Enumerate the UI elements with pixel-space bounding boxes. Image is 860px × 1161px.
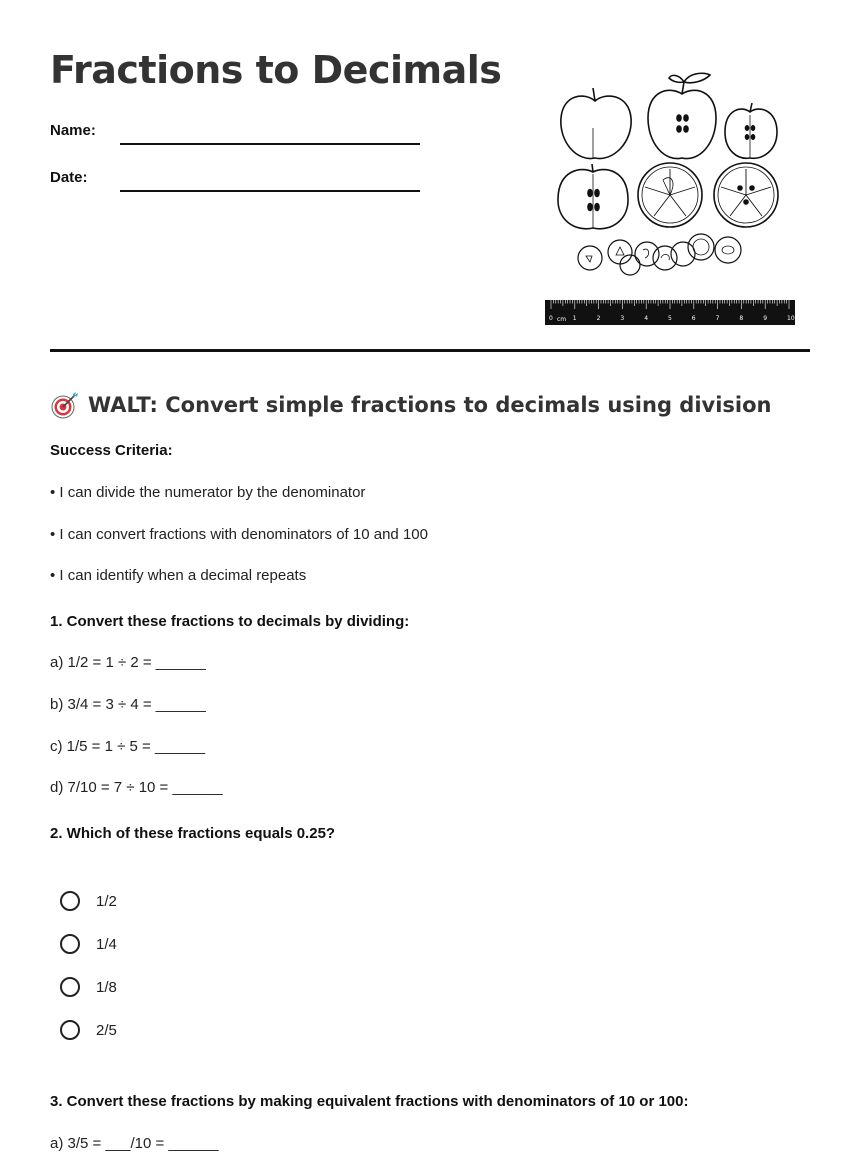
ruler-tick-label: 3: [620, 315, 625, 322]
question-1-item: a) 1/2 = 1 ÷ 2 = ______: [50, 654, 206, 671]
name-field[interactable]: [120, 143, 420, 145]
answer-option-label: 1/8: [96, 978, 117, 996]
section-divider: [50, 349, 810, 352]
question-3-prompt: 3. Convert these fractions by making equivalent fractions with denominators of 10 or 100:: [50, 1093, 689, 1110]
small-apple-half-icon: [725, 103, 777, 158]
success-criterion: • I can identify when a decimal repeats: [50, 567, 307, 584]
cut-apple-top-icon: [648, 73, 716, 158]
ruler-tick-label: 5: [668, 315, 672, 322]
ruler-tick-label: 7: [715, 315, 720, 322]
ruler-tick-label: 8: [739, 315, 744, 322]
radio-button[interactable]: [60, 1020, 80, 1040]
small-slices-row-icon: [578, 234, 741, 275]
answer-option-3[interactable]: [60, 977, 117, 997]
answer-option-1[interactable]: [60, 891, 117, 911]
question-1-item: d) 7/10 = 7 ÷ 10 = ______: [50, 779, 223, 796]
date-field[interactable]: [120, 190, 420, 192]
ruler-unit-label: cm: [557, 316, 567, 323]
answer-option-label: 1/2: [96, 892, 117, 910]
question-2-prompt: 2. Which of these fractions equals 0.25?: [50, 825, 336, 842]
success-criteria-heading: Success Criteria:: [50, 442, 173, 459]
apple-cross-section-icon: [558, 164, 628, 229]
success-criterion: • I can divide the numerator by the denominator: [50, 484, 366, 501]
ruler-tick-label: 4: [644, 315, 649, 322]
answer-option-4[interactable]: [60, 1020, 117, 1040]
walt-heading: WALT: Convert simple fractions to decimals using division: [88, 393, 772, 417]
question-3-item: a) 3/5 = ___/10 = ______: [50, 1135, 219, 1152]
radio-button[interactable]: [60, 934, 80, 954]
apple-slice-star-icon: [638, 163, 702, 227]
apple-fractions-illustration: [545, 70, 800, 330]
ruler-tick-label: 6: [691, 315, 696, 322]
whole-apple-icon: [561, 88, 631, 159]
ruler-tick-label: 0: [549, 315, 553, 322]
date-label: Date:: [50, 169, 88, 186]
question-1-prompt: 1. Convert these fractions to decimals by dividing:: [50, 613, 410, 630]
walt-heading-row: [50, 390, 771, 420]
page-title: Fractions to Decimals: [50, 48, 502, 92]
answer-option-label: 2/5: [96, 1021, 117, 1039]
ruler-tick-label: 2: [596, 315, 601, 322]
ruler-tick-label: 1: [572, 315, 577, 322]
answer-option-2[interactable]: [60, 934, 117, 954]
name-label: Name:: [50, 122, 96, 139]
success-criterion: • I can convert fractions with denominators of 10 and 100: [50, 526, 428, 543]
radio-button[interactable]: [60, 891, 80, 911]
question-1-item: c) 1/5 = 1 ÷ 5 = ______: [50, 738, 206, 755]
ruler-tick-label: 9: [763, 315, 768, 322]
ruler-icon: [545, 300, 795, 325]
target-dart-icon: [50, 390, 80, 420]
answer-option-label: 1/4: [96, 935, 117, 953]
question-1-item: b) 3/4 = 3 ÷ 4 = ______: [50, 696, 206, 713]
ruler-tick-label: 10: [787, 315, 795, 322]
apple-slice-seeds-icon: [714, 163, 778, 227]
radio-button[interactable]: [60, 977, 80, 997]
